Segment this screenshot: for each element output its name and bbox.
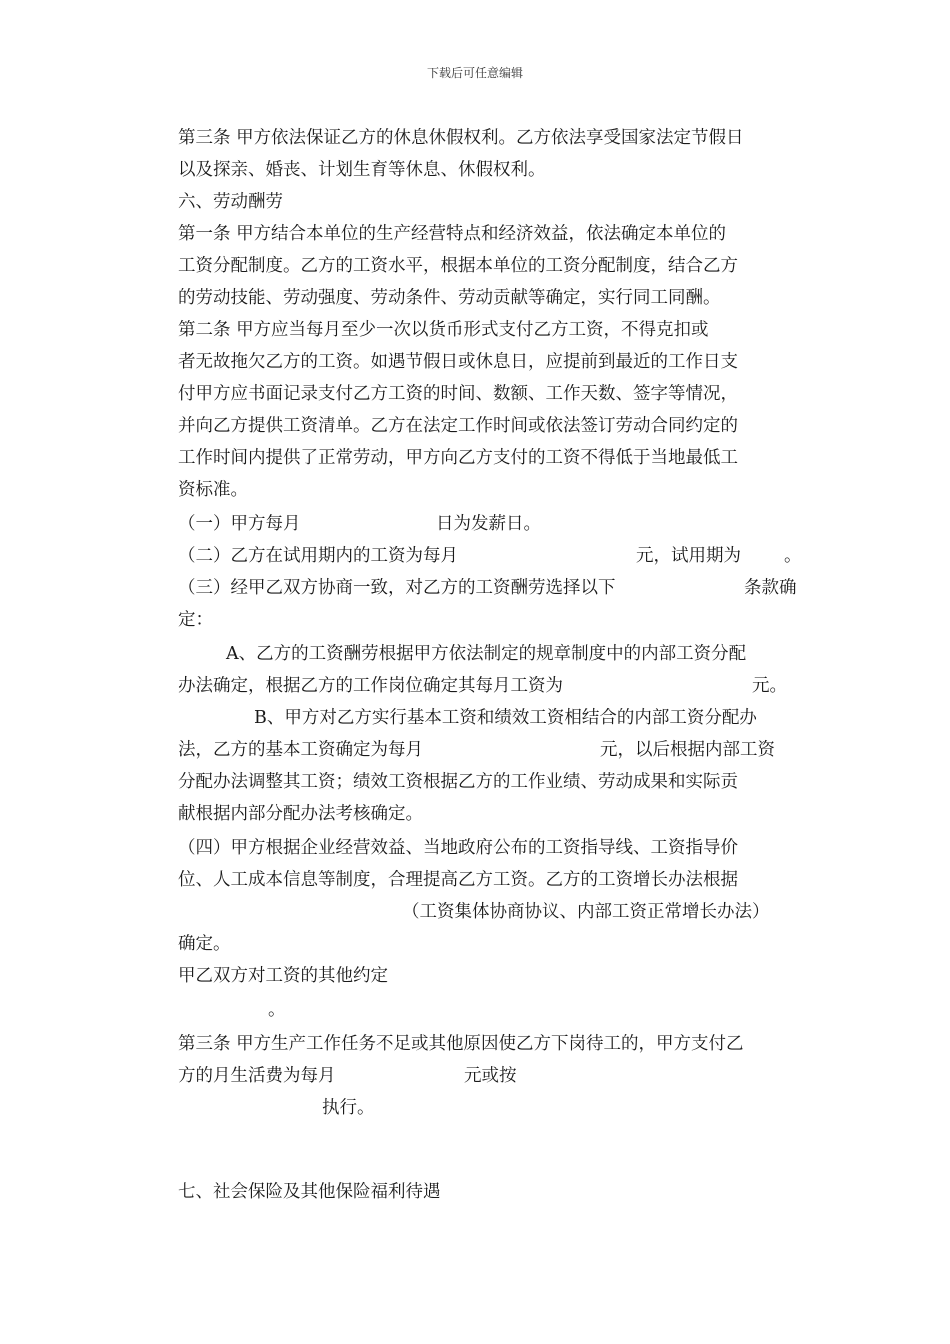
text-line: （工资集体协商协议、内部工资正常增长办法） — [402, 902, 770, 922]
text-line: 献根据内部分配办法考核确定。 — [178, 804, 423, 824]
text-line: （三）经甲乙双方协商一致，对乙方的工资酬劳选择以下 — [178, 578, 616, 598]
text-line: （四）甲方根据企业经营效益、当地政府公布的工资指导线、工资指导价 — [178, 838, 738, 858]
section-heading: 七、社会保险及其他保险福利待遇 — [178, 1182, 441, 1202]
text-line: 分配办法调整其工资；绩效工资根据乙方的工作业绩、劳动成果和实际贡 — [178, 772, 738, 792]
text-line-tail: 条款确 — [744, 578, 797, 598]
text-line: 并向乙方提供工资清单。乙方在法定工作时间或依法签订劳动合同约定的 — [178, 416, 738, 436]
text-line: 付甲方应书面记录支付乙方工资的时间、数额、工作天数、签字等情况， — [178, 384, 738, 404]
text-line-tail: 元，以后根据内部工资 — [600, 740, 775, 760]
text-line: 的劳动技能、劳动强度、劳动条件、劳动贡献等确定，实行同工同酬。 — [178, 288, 721, 308]
text-line-tail: 。 — [784, 546, 802, 566]
text-line: 工作时间内提供了正常劳动，甲方向乙方支付的工资不得低于当地最低工 — [178, 448, 738, 468]
text-line: 定： — [178, 610, 213, 630]
text-line: 位、人工成本信息等制度，合理提高乙方工资。乙方的工资增长办法根据 — [178, 870, 738, 890]
section-heading: 六、劳动酬劳 — [178, 192, 283, 212]
option-b: B、甲方对乙方实行基本工资和绩效工资相结合的内部工资分配办 — [254, 708, 757, 728]
option-a: A、乙方的工资酬劳根据甲方依法制定的规章制度中的内部工资分配 — [226, 644, 747, 664]
text-line: 以及探亲、婚丧、计划生育等休息、休假权利。 — [178, 160, 546, 180]
text-line-tail: 日为发薪日。 — [436, 514, 541, 534]
text-line: 者无故拖欠乙方的工资。如遇节假日或休息日，应提前到最近的工作日支 — [178, 352, 738, 372]
text-line: 工资分配制度。乙方的工资水平，根据本单位的工资分配制度，结合乙方 — [178, 256, 738, 276]
text-line: 第三条 甲方依法保证乙方的休息休假权利。乙方依法享受国家法定节假日 — [178, 128, 744, 148]
text-line: 第一条 甲方结合本单位的生产经营特点和经济效益，依法确定本单位的 — [178, 224, 727, 244]
page-header: 下载后可任意编辑 — [426, 66, 523, 80]
text-line: 甲乙双方对工资的其他约定 — [178, 966, 388, 986]
text-line: 资标准。 — [178, 480, 248, 500]
text-line: 方的月生活费为每月 — [178, 1066, 336, 1086]
text-line: 执行。 — [322, 1098, 375, 1118]
text-line: 确定。 — [178, 934, 231, 954]
text-line-tail: 元。 — [752, 676, 787, 696]
text-line: 第二条 甲方应当每月至少一次以货币形式支付乙方工资，不得克扣或 — [178, 320, 709, 340]
text-line-tail: 元，试用期为 — [636, 546, 741, 566]
text-line: 办法确定，根据乙方的工作岗位确定其每月工资为 — [178, 676, 563, 696]
text-line: （二）乙方在试用期内的工资为每月 — [178, 546, 458, 566]
text-line: 。 — [268, 1000, 286, 1020]
text-line: 法，乙方的基本工资确定为每月 — [178, 740, 423, 760]
text-line-tail: 元或按 — [464, 1066, 517, 1086]
text-line: 第三条 甲方生产工作任务不足或其他原因使乙方下岗待工的，甲方支付乙 — [178, 1034, 744, 1054]
text-line: （一）甲方每月 — [178, 514, 301, 534]
